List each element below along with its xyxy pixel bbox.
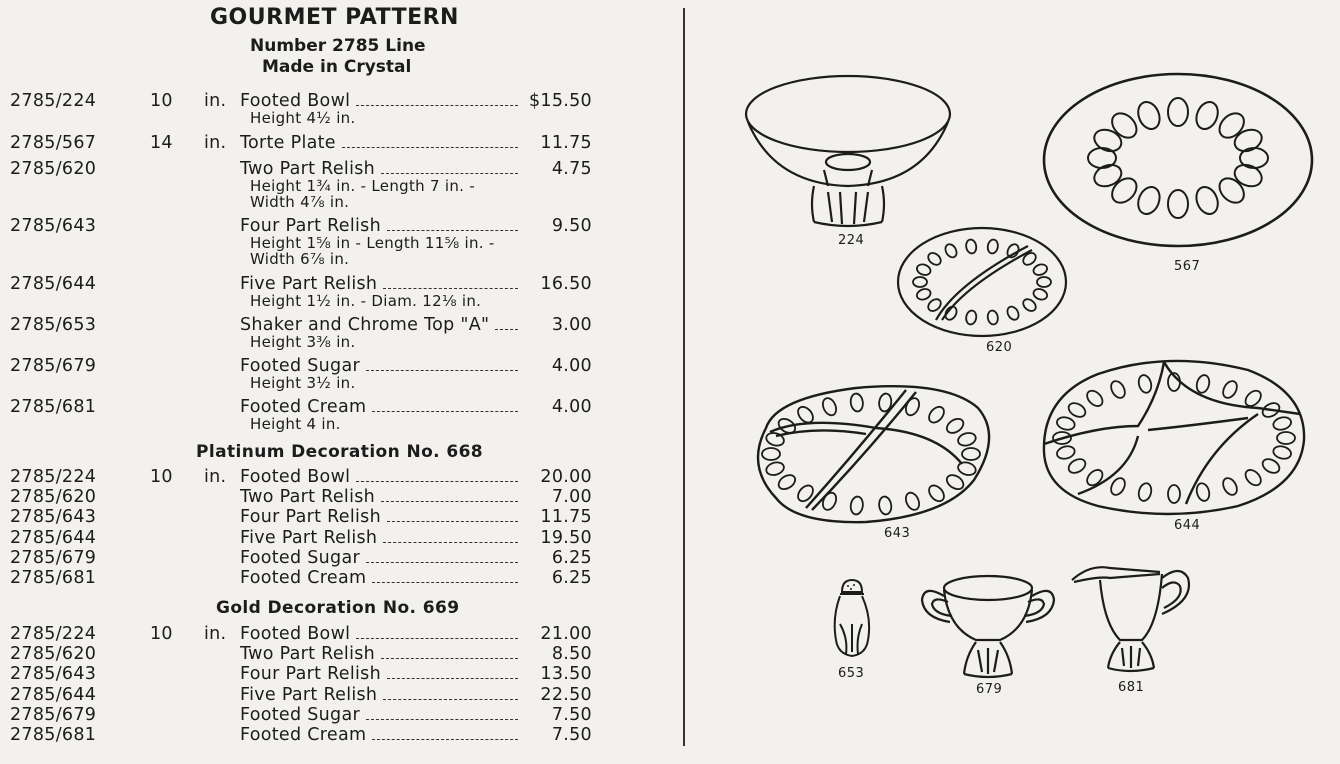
item-price: 9.50: [551, 216, 592, 236]
petal-ornament: [1168, 190, 1188, 218]
item-description: Five Part Relish: [240, 527, 378, 548]
leader-line: [383, 699, 518, 700]
item-size: 10: [150, 624, 173, 644]
price-row: [0, 644, 680, 664]
torte-caption: 567: [1174, 259, 1201, 274]
item-detail: Height 3½ in.: [250, 374, 356, 392]
price-row: [0, 133, 680, 153]
item-price: 21.00: [540, 624, 592, 644]
item-unit: in.: [204, 624, 227, 644]
price-row: [0, 685, 680, 705]
petal-ornament: [1021, 251, 1038, 268]
leader-line: [381, 173, 518, 174]
item-description: Footed Bowl: [240, 624, 351, 644]
item-number: 2785/620: [10, 644, 97, 665]
leader-line: [383, 542, 518, 543]
item-price: 11.75: [540, 133, 592, 153]
shaker-caption: 653: [838, 666, 865, 681]
item-detail: Width 6⅞ in.: [250, 250, 350, 268]
item-description: Footed Cream: [240, 568, 367, 588]
item-detail: Height 4½ in.: [250, 109, 356, 127]
petal-ornament: [1107, 109, 1141, 143]
item-number: 2785/643: [10, 507, 97, 528]
petal-ornament: [1108, 476, 1127, 498]
petal-ornament: [1032, 263, 1049, 277]
item-price: 4.75: [551, 159, 592, 179]
relish4-caption: 643: [884, 526, 911, 541]
petal-ornament: [1108, 379, 1127, 401]
leader-line: [381, 501, 518, 502]
item-description: Footed Cream: [240, 725, 367, 745]
price-row: [0, 91, 680, 111]
price-row: [0, 507, 680, 527]
item-detail: Height 1¾ in. - Length 7 in. -: [250, 177, 476, 195]
petal-ornament: [1091, 161, 1125, 190]
leader-line: [372, 582, 518, 583]
petal-ornament: [1056, 444, 1076, 460]
item-description: Five Part Relish: [240, 274, 378, 294]
price-row: [0, 548, 680, 568]
petal-ornament: [1231, 126, 1265, 155]
price-row: [0, 159, 680, 179]
shaker-drawing: [828, 578, 874, 660]
item-price: 11.75: [540, 507, 592, 528]
petal-ornament: [944, 472, 966, 492]
cream-caption: 681: [1118, 680, 1145, 695]
item-description: Footed Bowl: [240, 91, 351, 111]
petal-ornament: [987, 310, 999, 326]
item-description: Four Part Relish: [240, 507, 381, 528]
item-price: 20.00: [540, 467, 592, 487]
price-row: [0, 315, 680, 335]
item-description: Footed Sugar: [240, 356, 360, 376]
item-unit: in.: [204, 133, 227, 153]
petal-ornament: [1272, 415, 1292, 431]
petal-ornament: [776, 472, 798, 492]
item-number: 2785/643: [10, 216, 97, 236]
item-description: Two Part Relish: [240, 159, 376, 179]
price-row: [0, 274, 680, 294]
petal-ornament: [1107, 174, 1141, 208]
petal-ornament: [1260, 456, 1282, 475]
item-size: 14: [150, 133, 173, 153]
petal-ornament: [1021, 297, 1038, 314]
item-number: 2785/653: [10, 315, 97, 335]
petal-ornament: [1193, 99, 1222, 133]
page-title: GOURMET PATTERN: [210, 5, 459, 30]
item-detail: Height 3⅜ in.: [250, 333, 356, 351]
item-unit: in.: [204, 467, 227, 487]
petal-ornament: [1084, 388, 1105, 409]
price-row: [0, 487, 680, 507]
creamer-drawing: [1070, 558, 1194, 676]
item-unit: in.: [204, 91, 227, 111]
illustrations: [686, 0, 1340, 764]
petal-ornament: [1134, 99, 1163, 133]
petal-ornament: [962, 448, 980, 460]
leader-line: [366, 562, 518, 563]
price-row: [0, 216, 680, 236]
leader-line: [381, 658, 518, 659]
bowl-caption: 224: [838, 233, 865, 248]
petal-ornament: [1220, 476, 1239, 498]
petal-ornament: [903, 396, 921, 417]
leader-line: [495, 329, 518, 330]
item-number: 2785/224: [10, 624, 97, 644]
leader-line: [387, 230, 518, 231]
price-row: [0, 624, 680, 644]
five-part-relish-drawing: [1038, 356, 1308, 516]
petal-ornament: [1243, 467, 1264, 488]
petal-ornament: [1066, 400, 1088, 419]
item-price: 22.50: [540, 684, 592, 705]
leader-line: [387, 678, 518, 679]
item-number: 2785/681: [10, 725, 97, 745]
petal-ornament: [915, 287, 932, 301]
sugar-caption: 679: [976, 682, 1003, 697]
price-row: [0, 725, 680, 745]
item-description: Footed Bowl: [240, 467, 351, 487]
item-price: $15.50: [528, 91, 592, 111]
petal-ornament: [965, 239, 977, 255]
petal-ornament: [943, 242, 959, 259]
petal-ornament: [1056, 415, 1076, 431]
petal-ornament: [1272, 444, 1292, 460]
petal-ornament: [1137, 374, 1153, 394]
petal-ornament: [1220, 379, 1239, 401]
item-price: 6.25: [551, 568, 592, 588]
item-number: 2785/224: [10, 91, 97, 111]
petal-ornament: [903, 491, 921, 512]
petal-ornament: [1084, 467, 1105, 488]
item-number: 2785/620: [10, 159, 97, 179]
leader-line: [372, 411, 518, 412]
petal-ornament: [926, 483, 947, 504]
item-price: 19.50: [540, 527, 592, 548]
item-size: 10: [150, 91, 173, 111]
leader-line: [383, 288, 518, 289]
item-description: Five Part Relish: [240, 684, 378, 705]
petal-ornament: [765, 460, 786, 477]
item-description: Footed Sugar: [240, 704, 360, 725]
petal-ornament: [944, 416, 966, 436]
two-part-relish-drawing: [896, 224, 1068, 340]
item-number: 2785/644: [10, 274, 97, 294]
item-number: 2785/681: [10, 568, 97, 588]
petal-ornament: [820, 396, 838, 417]
petal-ornament: [1193, 184, 1222, 218]
leader-line: [366, 370, 518, 371]
petal-ornament: [1005, 305, 1021, 322]
petal-ornament: [850, 496, 864, 516]
column-divider: [683, 8, 685, 746]
item-price: 7.00: [551, 487, 592, 508]
item-price: 8.50: [551, 644, 592, 665]
petal-ornament: [1091, 126, 1125, 155]
petal-ornament: [820, 491, 838, 512]
item-description: Footed Sugar: [240, 547, 360, 568]
item-number: 2785/224: [10, 467, 97, 487]
petal-ornament: [1066, 456, 1088, 475]
price-row: [0, 705, 680, 725]
item-detail: Height 1½ in. - Diam. 12⅛ in.: [250, 292, 482, 310]
item-description: Two Part Relish: [240, 644, 376, 665]
platinum-heading: Platinum Decoration No. 668: [196, 442, 484, 462]
price-row: [0, 467, 680, 487]
petal-ornament: [987, 239, 999, 255]
item-price: 4.00: [551, 397, 592, 417]
item-number: 2785/620: [10, 487, 97, 508]
gold-heading: Gold Decoration No. 669: [216, 598, 460, 618]
petal-ornament: [1168, 98, 1188, 126]
petal-ornament: [926, 251, 943, 268]
petal-ornament: [1168, 485, 1180, 503]
item-price: 6.25: [551, 547, 592, 568]
petal-ornament: [1032, 287, 1049, 301]
item-price: 7.50: [551, 704, 592, 725]
petal-ornament: [1134, 184, 1163, 218]
item-description: Two Part Relish: [240, 487, 376, 508]
item-price: 7.50: [551, 725, 592, 745]
four-part-relish-drawing: [746, 376, 996, 524]
relish2-caption: 620: [986, 340, 1013, 355]
item-number: 2785/679: [10, 356, 97, 376]
petal-ornament: [1215, 174, 1249, 208]
leader-line: [366, 719, 518, 720]
item-description: Shaker and Chrome Top "A": [240, 315, 490, 335]
item-number: 2785/681: [10, 397, 97, 417]
leader-line: [356, 105, 518, 106]
item-number: 2785/644: [10, 527, 97, 548]
torte-plate-drawing: [1042, 72, 1314, 252]
sugar-bowl-drawing: [920, 570, 1058, 680]
petal-ornament: [1195, 374, 1211, 394]
leader-line: [387, 521, 518, 522]
item-price: 3.00: [551, 315, 592, 335]
leader-line: [356, 638, 518, 639]
petal-ornament: [1215, 109, 1249, 143]
leader-line: [342, 147, 518, 148]
item-description: Torte Plate: [240, 133, 336, 153]
petal-ornament: [926, 404, 947, 425]
petal-ornament: [850, 393, 864, 413]
item-description: Four Part Relish: [240, 664, 381, 685]
petal-ornament: [878, 496, 892, 516]
item-number: 2785/679: [10, 704, 97, 725]
petal-ornament: [915, 263, 932, 277]
item-price: 13.50: [540, 664, 592, 685]
petal-ornament: [1137, 482, 1153, 502]
item-number: 2785/644: [10, 684, 97, 705]
petal-ornament: [1195, 482, 1211, 502]
price-row: [0, 568, 680, 588]
item-description: Footed Cream: [240, 397, 367, 417]
material-note: Made in Crystal: [262, 57, 412, 77]
item-number: 2785/643: [10, 664, 97, 685]
petal-ornament: [957, 431, 978, 448]
price-row: [0, 664, 680, 684]
leader-line: [356, 481, 518, 482]
price-row: [0, 356, 680, 376]
relish5-caption: 644: [1174, 518, 1201, 533]
petal-ornament: [965, 310, 977, 326]
price-row: [0, 397, 680, 417]
petal-ornament: [1277, 432, 1295, 444]
petal-ornament: [1231, 161, 1265, 190]
leader-line: [372, 739, 518, 740]
item-number: 2785/679: [10, 547, 97, 568]
petal-ornament: [1037, 277, 1051, 287]
line-number: Number 2785 Line: [250, 36, 426, 56]
footed-bowl-drawing: [744, 74, 954, 234]
item-price: 16.50: [540, 274, 592, 294]
item-detail: Height 4 in.: [250, 415, 341, 433]
price-row: [0, 528, 680, 548]
item-size: 10: [150, 467, 173, 487]
item-detail: Width 4⅞ in.: [250, 193, 350, 211]
item-description: Four Part Relish: [240, 216, 381, 236]
item-price: 4.00: [551, 356, 592, 376]
petal-ornament: [913, 277, 927, 287]
item-number: 2785/567: [10, 133, 97, 153]
item-detail: Height 1⅝ in - Length 11⅝ in. -: [250, 234, 495, 252]
petal-ornament: [762, 448, 780, 460]
